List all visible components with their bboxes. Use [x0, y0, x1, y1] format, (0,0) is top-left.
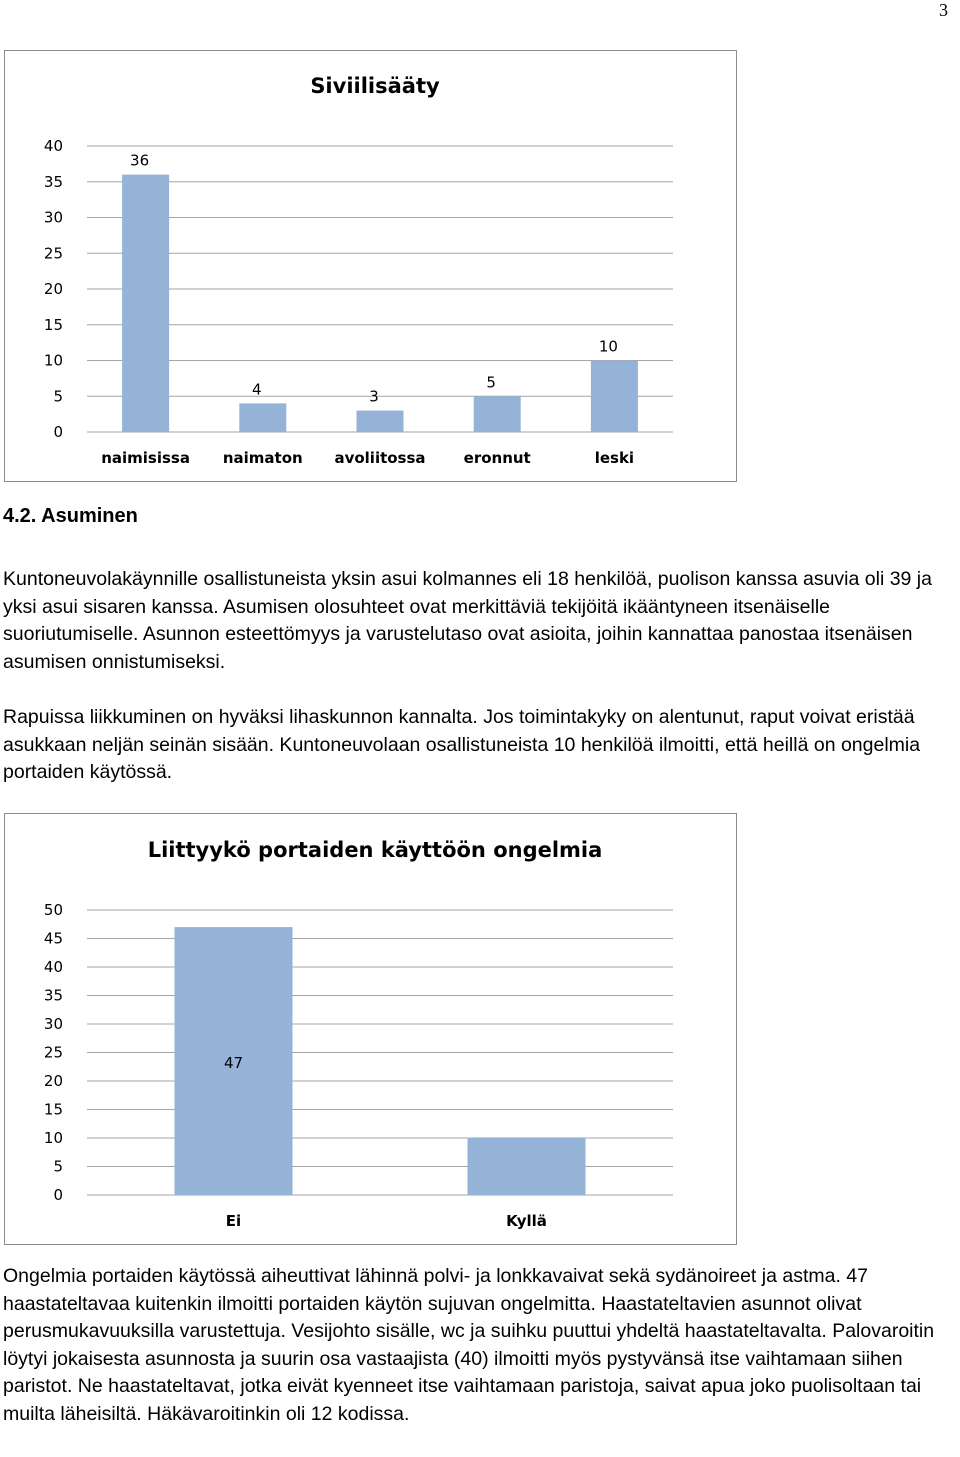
chart-portaat-svg — [5, 814, 736, 1244]
paragraph-2: Rapuissa liikkuminen on hyväksi lihaskunnon kannalta. Jos toimintakyky on alentunut, raput voivat eristää asukkaan neljän seinän sisään. Kuntoneuvolaan osallistuneista 10 henkilöä ilmoitti, että heillä on ongelmia portaiden käytössä. — [3, 706, 921, 783]
y-tick-label: 35 — [43, 986, 63, 1005]
bar — [591, 361, 638, 433]
chart-siviilisaaty-svg — [5, 51, 736, 481]
bar — [122, 175, 169, 432]
y-tick-label: 15 — [43, 1100, 63, 1119]
y-tick-label: 25 — [43, 244, 63, 263]
bar — [468, 1138, 586, 1195]
data-label: 3 — [369, 387, 379, 406]
y-tick-label: 40 — [43, 137, 63, 155]
bar — [239, 403, 286, 432]
y-tick-label: 30 — [43, 208, 63, 227]
bar — [474, 396, 521, 432]
paragraph-3: Ongelmia portaiden käytössä aiheuttivat lähinnä polvi- ja lonkkavaivat sekä sydänoireet ja astma. 47 haastateltavaa kuitenkin ilmoitti portaiden käytön sujuvan ongelmitta. Haastateltavien asunnot olivat perusmukavuuksilla varustettuja. Vesijohto sisälle, wc ja suihku puuttui yhdeltä haastateltavalta. Palovaroitin löytyi jokaisesta asunnosta ja suurin osa vastaajista (40) ilmoitti myös pystyvänsä itse vaihtamaan siihen paristot. Ne haastateltavat, jotka eivät kyenneet itse vaihtamaan paristoja, saivat apua joko puolisoltaan tai muilta läheisiltä. Häkävaroitinkin oli 12 kodissa. — [3, 1265, 935, 1425]
y-tick-label: 10 — [43, 1129, 63, 1147]
data-label: 36 — [130, 151, 150, 170]
chart-portaat — [4, 813, 737, 1245]
y-tick-label: 5 — [53, 387, 63, 406]
chart-siviilisaaty — [4, 50, 737, 482]
y-tick-label: 35 — [43, 172, 63, 191]
paragraph-1: Kuntoneuvolakäynnille osallistuneista yksin asui kolmannes eli 18 henkilöä, puolison kanssa asuvia oli 39 ja yksi asui sisaren kanssa. Asumisen olosuhteet ovat merkittäviä tekijöitä ikääntyneen itsenäiselle suoriutumiselle. Asunnon esteettömyys ja varustelutaso ovat asioita, joihin kannattaa panostaa itsenäisen asumisen onnistumiseksi. — [3, 568, 932, 673]
category-label: leski — [594, 449, 635, 467]
y-tick-label: 20 — [43, 280, 63, 298]
category-label: Kyllä — [506, 1212, 547, 1230]
page-number: 3 — [939, 0, 948, 20]
y-tick-label: 10 — [43, 351, 63, 370]
category-label: Ei — [225, 1212, 242, 1230]
category-label: naimisissa — [101, 449, 190, 467]
data-label: 10 — [598, 337, 618, 356]
data-label: 4 — [252, 380, 262, 399]
bar — [357, 411, 404, 432]
y-tick-label: 0 — [53, 1186, 63, 1204]
data-label: 5 — [486, 373, 496, 392]
y-tick-label: 5 — [53, 1157, 63, 1176]
data-label: 47 — [223, 1054, 244, 1073]
chart-title: Siviilisääty — [310, 74, 440, 98]
category-label: avoliitossa — [334, 449, 426, 467]
category-label: eronnut — [463, 449, 531, 467]
y-tick-label: 45 — [43, 929, 63, 948]
y-tick-label: 20 — [43, 1072, 63, 1090]
y-tick-label: 30 — [43, 1015, 63, 1033]
y-tick-label: 0 — [53, 423, 63, 441]
y-tick-label: 25 — [43, 1043, 63, 1062]
chart-title: Liittyykö portaiden käyttöön ongelmia — [147, 838, 603, 862]
y-tick-label: 40 — [43, 958, 63, 976]
category-label: naimaton — [222, 449, 303, 467]
section-heading: 4.2. Asuminen — [3, 505, 138, 527]
y-tick-label: 15 — [43, 315, 63, 334]
y-tick-label: 50 — [43, 901, 63, 919]
